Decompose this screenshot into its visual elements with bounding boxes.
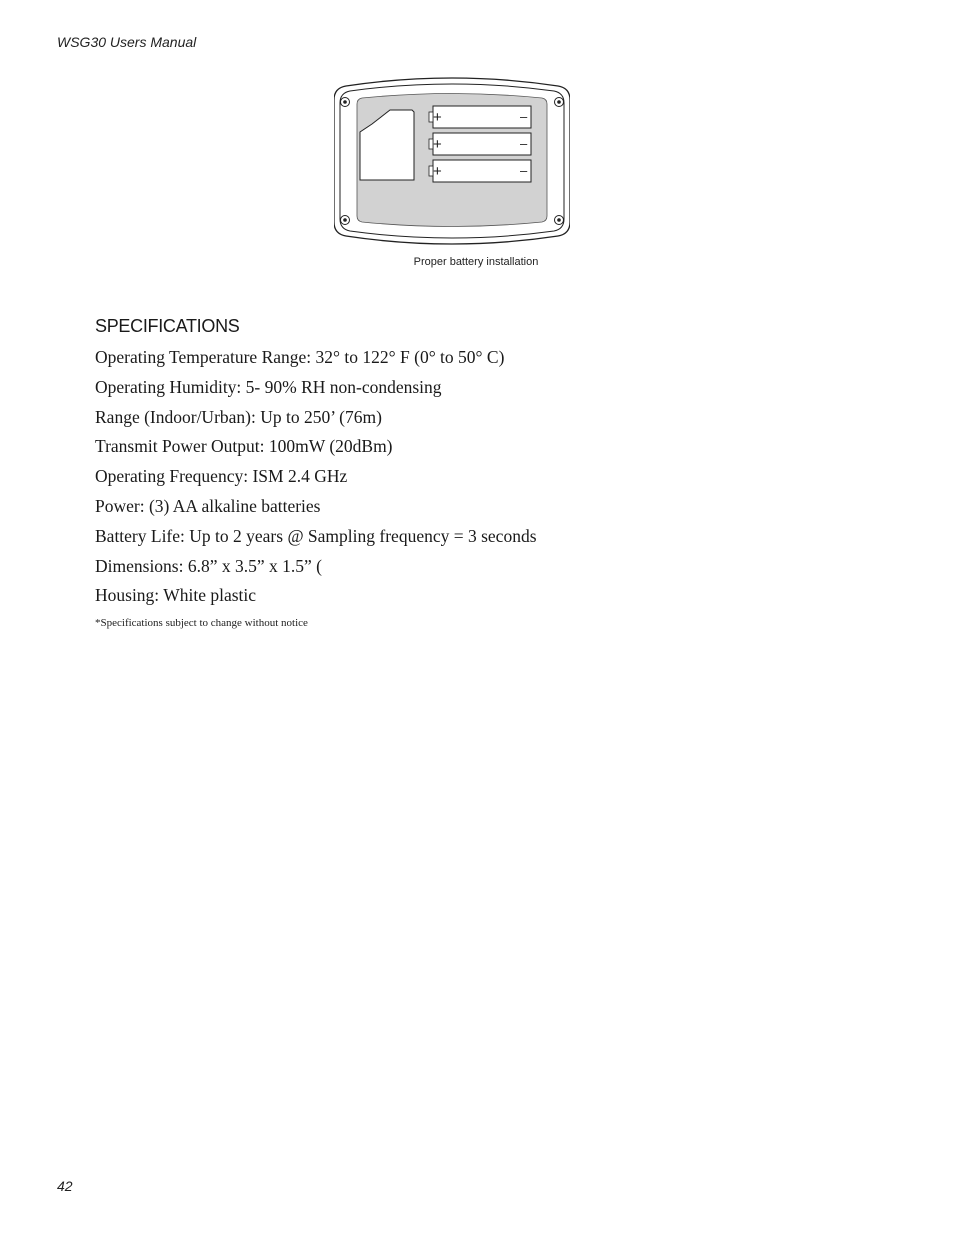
battery-1-negative: – bbox=[520, 109, 528, 124]
footnote: *Specifications subject to change without notice bbox=[95, 617, 308, 629]
page-number: 42 bbox=[57, 1178, 73, 1194]
spec-housing: Housing: White plastic bbox=[95, 585, 257, 606]
battery-1-positive: + bbox=[433, 109, 442, 126]
spec-operating-temperature: Operating Temperature Range: 32° to 122° F (0° to 50° C) bbox=[95, 347, 505, 367]
screw-top-left-icon bbox=[341, 98, 350, 107]
specifications-list bbox=[95, 343, 537, 611]
battery-2-positive: + bbox=[433, 136, 442, 153]
battery-2-negative: – bbox=[520, 136, 528, 151]
battery-installation-figure bbox=[334, 76, 570, 246]
spec-operating-humidity: Operating Humidity: 5- 90% RH non-condensing bbox=[95, 376, 442, 397]
battery-1 bbox=[429, 106, 531, 128]
battery-3 bbox=[429, 160, 531, 182]
spec-range: Range (Indoor/Urban): Up to 250’ (76m) bbox=[95, 406, 382, 427]
spec-battery-life: Battery Life: Up to 2 years @ Sampling frequency = 3 seconds bbox=[95, 525, 537, 546]
screw-top-right-icon bbox=[555, 98, 564, 107]
section-heading: SPECIFICATIONS bbox=[95, 316, 240, 336]
battery-3-negative: – bbox=[520, 163, 528, 178]
spec-operating-frequency: Operating Frequency: ISM 2.4 GHz bbox=[95, 466, 348, 487]
running-header: WSG30 Users Manual bbox=[57, 34, 197, 50]
spec-transmit-power: Transmit Power Output: 100mW (20dBm) bbox=[95, 436, 393, 457]
battery-3-positive: + bbox=[433, 163, 442, 180]
spec-dimensions: Dimensions: 6.8” x 3.5” x 1.5” ( bbox=[95, 555, 322, 576]
spec-power: Power: (3) AA alkaline batteries bbox=[95, 495, 321, 516]
screw-bottom-left-icon bbox=[341, 216, 350, 225]
screw-bottom-right-icon bbox=[555, 216, 564, 225]
battery-2 bbox=[429, 133, 531, 155]
figure-caption: Proper battery installation bbox=[413, 256, 539, 268]
